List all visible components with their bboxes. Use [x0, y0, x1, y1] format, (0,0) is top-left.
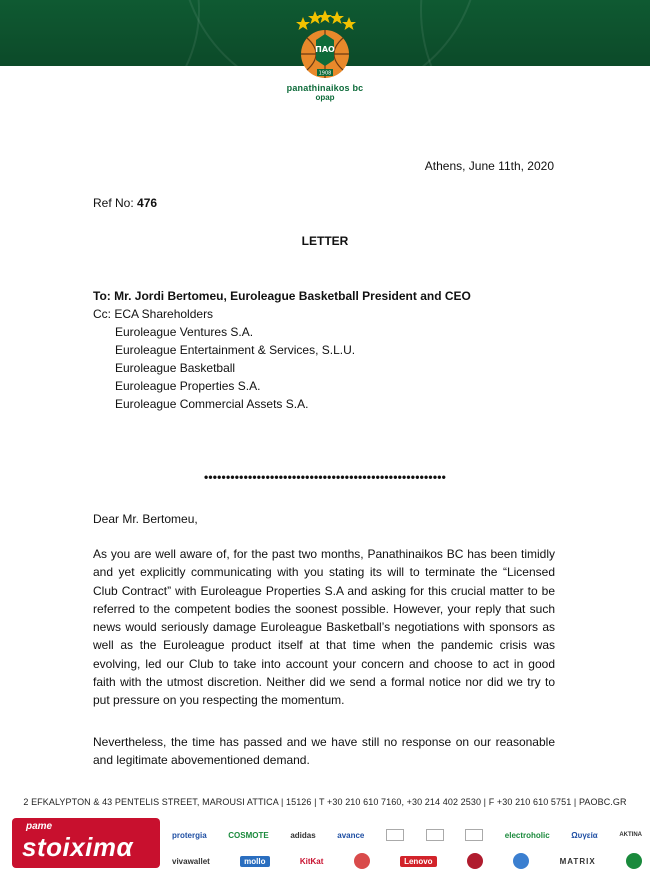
- cc-label: Cc: ECA Shareholders: [93, 307, 214, 321]
- sponsor-mollo: mollo: [240, 856, 269, 867]
- club-sponsor-line: opap: [315, 93, 335, 102]
- main-sponsor-top: pame: [26, 821, 53, 832]
- recipient-line: To: Mr. Jordi Bertomeu, Euroleague Basketball President and CEO: [93, 289, 471, 303]
- sponsor-kitkat: KitKat: [299, 856, 324, 866]
- sponsor-logo-circle: [467, 853, 483, 869]
- cc-item: Euroleague Properties S.A.: [115, 379, 261, 393]
- sponsor-logo-circle: [354, 853, 370, 869]
- sponsor-electroholic: electroholic: [504, 830, 550, 840]
- sponsor-logo-tile: [386, 829, 404, 841]
- letter-date: Athens, June 11th, 2020: [424, 159, 554, 173]
- sponsor-logo-circle: [513, 853, 529, 869]
- sponsor-lenovo: Lenovo: [400, 856, 436, 867]
- reference-number: 476: [137, 196, 158, 210]
- main-sponsor-logo: [12, 818, 160, 868]
- crest-letters: ΠΑΟ: [315, 45, 335, 54]
- salutation: Dear Mr. Bertomeu,: [93, 512, 198, 526]
- cc-list: [115, 323, 355, 413]
- sponsor-vivawallet: vivawallet: [172, 856, 210, 866]
- sponsor-protergia: protergia: [172, 830, 207, 840]
- sponsor-matrix: MATRIX: [559, 856, 596, 866]
- cc-item: Euroleague Ventures S.A.: [115, 325, 254, 339]
- section-divider: •••••••••••••••••••••••••••••••••••••••••••••••••••••••: [203, 470, 447, 484]
- sponsor-adidas: adidas: [290, 830, 316, 840]
- sponsor-avance: avance: [337, 830, 365, 840]
- sponsor-aktina: AKTINA: [619, 832, 642, 838]
- sponsor-cosmote: COSMOTE: [228, 830, 269, 840]
- reference-label: Ref No:: [93, 196, 134, 210]
- sponsor-logo-circle: [626, 853, 642, 869]
- sponsor-row-2: [172, 848, 642, 874]
- sponsor-row-1: [172, 822, 642, 848]
- reference-line: [93, 194, 157, 212]
- cc-item: Euroleague Entertainment & Services, S.L.U.: [115, 343, 356, 357]
- club-crest-icon: [290, 10, 360, 82]
- main-sponsor-name: stoiximα: [22, 832, 134, 862]
- letter-title: LETTER: [301, 234, 349, 248]
- cc-item: Euroleague Commercial Assets S.A.: [115, 397, 309, 411]
- cc-item: Euroleague Basketball: [115, 361, 236, 375]
- crest-year: 1908: [318, 70, 332, 77]
- club-name: panathinaikos bc: [286, 83, 364, 93]
- sponsor-ygeia: Ωυγεία: [571, 830, 598, 840]
- footer-address: 2 EFKALYPTON & 43 PENTELIS STREET, MAROUSI ATTICA | 15126 | T +30 210 610 7160, +30 214 402 2530 | F +30 210 610 5751 | PAOBC.GR: [23, 797, 627, 807]
- sponsor-logo-tile: [426, 829, 444, 841]
- club-logo: [280, 10, 370, 102]
- sponsor-logo-tile: [465, 829, 483, 841]
- paragraph-1: As you are well aware of, for the past two months, Panathinaikos BC has been timidly and yet explicitly communicating with you stating its will to terminate the “Licensed Club Contract” with Euroleague Properties S.A and asking for this crucial matter to be referred to the competent bodies the soonest possible. However, your reply that such news would seriously damage Euroleague Basketball’s negotiations with sponsors as well as the Euroleague product itself at that time when the pandemic crisis was evolving, led our Club to take into account your concern and choose to act in good faith with the utmost discretion. Neither did we send a formal notice nor did we try to put pressure on you respecting the momentum.: [93, 547, 555, 708]
- paragraph-2: Nevertheless, the time has passed and we have still no response on our reasonable and legitimate abovementioned demand.: [93, 735, 555, 768]
- sponsor-logos: [172, 822, 642, 874]
